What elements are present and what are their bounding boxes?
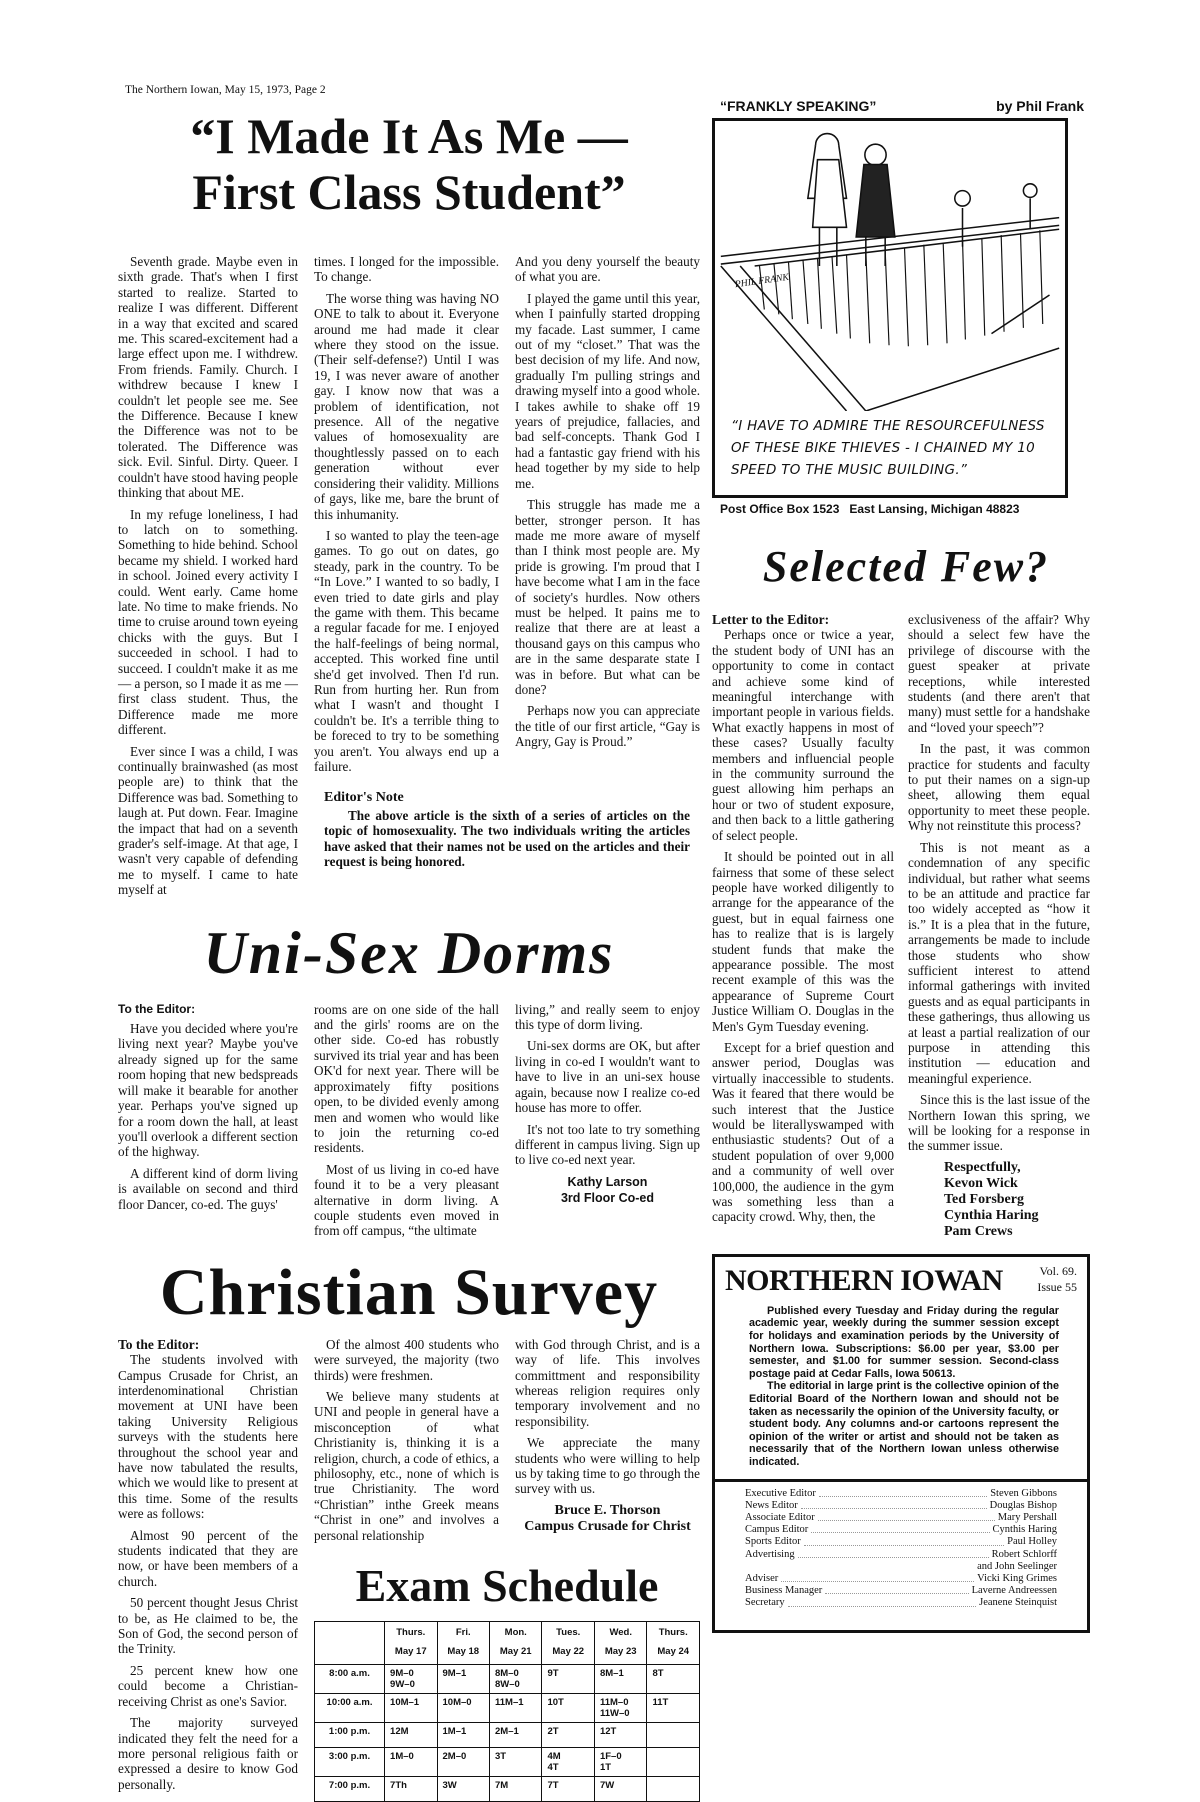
salutation: To the Editor: <box>118 1001 196 1016</box>
exam-cell: 7Th <box>385 1777 437 1802</box>
date-label: May 21 <box>499 1646 532 1658</box>
staff-name: Mary Pershall <box>997 1511 1057 1523</box>
staff-row <box>745 1597 1057 1609</box>
paragraph: We believe many students at UNI and people in general have a misconception of what Christianity is, thinking it is a religion, church, a code of ethics, a philosophy, etc., none of which is true Christianity. The word “Christian” inthe Greek means “Christ in one” and involves a personal relationship <box>314 1388 499 1543</box>
editors-note-text: The above article is the sixth of a series of articles on the topic of homosexuality. The two individuals writing the articles have asked that their names not be used on the articles and their request is being honored. <box>324 807 690 870</box>
cartoon-drawing <box>715 121 1065 411</box>
exam-cell: 8M–1 <box>594 1665 646 1694</box>
paragraph: I played the game until this year, when I painfully started dropping my facade. Last summer, I came out of my “closet.” That was the best decision of my life. And now, gradually I'm pulling strings and drawing myself into a good whole. I takes awhile to shake off 19 years of prejudice, fallacies, and bad self-concepts. Thank God I had a fantastic gay friend with his head together by my side to help me. <box>515 290 700 491</box>
staff-row <box>745 1536 1057 1548</box>
exam-cell: 3T <box>490 1748 542 1777</box>
dot-leader <box>745 1561 977 1573</box>
paragraph: living,” and really seem to enjoy this type of dorm living. <box>515 1001 700 1033</box>
time-cell: 10:00 a.m. <box>315 1694 385 1723</box>
day-label: Wed. <box>609 1627 632 1639</box>
paragraph: In the past, it was common practice for students and faculty to put their names on a sign-up sheet, allowing them equal opportunity to meet these people. Why not reinstitute this process? <box>908 741 1090 834</box>
folio: The Northern Iowan, May 15, 1973, Page 2 <box>125 84 326 96</box>
paragraph: It's not too late to try something different in campus living. Sign up to live co-ed next year. <box>515 1121 700 1168</box>
signoff-name: Pam Crews <box>944 1223 1013 1239</box>
cartoon-header <box>712 98 1090 118</box>
exam-cell: 9M–1 <box>437 1665 489 1694</box>
paragraph: It should be pointed out in all fairness that some of these select people have worked diligently to arrange for the appearance of the guest, but in equal fairness one has to realize that is is largely student funds that make the appearance possible. The most recent example of this was the appearance of Supreme Court Justice William O. Douglas in the Men's Gym Tuesday evening. <box>712 849 894 1034</box>
exam-cell: 2T <box>542 1723 594 1748</box>
selected-column <box>712 612 894 1231</box>
staff-name: Jeanene Steinquist <box>979 1597 1057 1609</box>
paragraph: Perhaps once or twice a year, the student body of UNI has an opportunity to come in contact and achieve some kind of meaningful interchange with important people in various fields. What exactly happens in most of these cases? Usually faculty members and influencial people in the community surround the guest allowing him perhaps an hour or two of student exposure, and then back to a little gathering of select people. <box>712 627 894 843</box>
staff-role: Campus Editor <box>745 1524 809 1536</box>
exam-cell: 2M–0 <box>437 1748 489 1777</box>
time-cell: 7:00 p.m. <box>315 1777 385 1802</box>
paragraph: rooms are on one side of the hall and the girls' rooms are on the other side. Co-ed has robustly survived its trial year and has been OK'd for next year. There will be approximately fifty positions open, to be divided evenly among men and women who would like to join the returning co-ed residents. <box>314 1001 499 1156</box>
right-page-column <box>712 98 1090 1633</box>
time-cell: 3:00 p.m. <box>315 1748 385 1777</box>
article-column <box>515 254 700 756</box>
christian-body <box>118 1337 700 1802</box>
exam-cell: 11T <box>647 1694 700 1723</box>
paragraph: times. I longed for the impossible. To change. <box>314 254 499 285</box>
signature-affiliation: 3rd Floor Co-ed <box>560 1190 655 1205</box>
christian-column-pair <box>314 1337 700 1549</box>
exam-cell <box>647 1777 700 1802</box>
editors-note <box>324 790 690 869</box>
christian-column <box>314 1337 499 1549</box>
table-row <box>315 1694 700 1723</box>
signoff-name: Kevon Wick <box>944 1175 1018 1191</box>
cartoon-address: Post Office Box 1523 East Lansing, Michigan 48823 <box>720 502 1020 516</box>
volume-issue <box>1037 1263 1077 1295</box>
paragraph: And you deny yourself the beauty of what you are. <box>515 254 700 285</box>
date-label: May 23 <box>604 1646 637 1658</box>
corner-cell <box>315 1622 385 1665</box>
christian-paragraphs <box>118 1352 298 1792</box>
staff-role: Executive Editor <box>745 1487 816 1499</box>
exam-cell: 10M–0 <box>437 1694 489 1723</box>
signoff-name: Ted Forsberg <box>944 1191 1024 1207</box>
paragraph: 25 percent knew how one could become a Christian-receiving Christ as one's Savior. <box>118 1662 298 1709</box>
masthead-body <box>749 1305 1059 1469</box>
signoff <box>944 1160 1090 1240</box>
signature-affiliation: Campus Crusade for Christ <box>524 1518 691 1534</box>
staff-name: Laverne Andreessen <box>971 1585 1057 1597</box>
selected-column <box>908 612 1090 1240</box>
paragraph: In my refuge loneliness, I had to latch on to something. Something to hide behind. School became my shield. I worked hard in school. Joined every activity I could. Went early. Came home late. No time to make friends. No time to cruise around town eyeing chicks with the guys. But I succeeded in school. I had to succeed. I couldn't make it as me — a person, so I made it as me — first class student. Thus, the Difference made me more different. <box>118 506 298 738</box>
cartoon-panel <box>712 118 1068 498</box>
paragraph: exclusiveness of the affair? Why should a select few have the privilege of discourse with the guest speaker at private receptions, while interested students (and there aren't that many) must settle for a handshake and “loved your speech”? <box>908 612 1090 735</box>
date-label: May 24 <box>657 1646 690 1658</box>
masthead-logo: NORTHERN IOWAN <box>725 1263 1003 1297</box>
date-label: May 17 <box>394 1646 427 1658</box>
exam-cell <box>647 1748 700 1777</box>
exam-cell: 4M 4T <box>542 1748 594 1777</box>
staff-role: Associate Editor <box>745 1511 815 1523</box>
time-cell: 1:00 p.m. <box>315 1723 385 1748</box>
christian-column <box>515 1337 700 1535</box>
left-page-column <box>118 84 700 1802</box>
masthead-header <box>725 1263 1077 1299</box>
day-label: Mon. <box>504 1627 527 1639</box>
dot-leader <box>804 1536 1004 1545</box>
salutation: Letter to the Editor: <box>712 612 830 627</box>
staff-row <box>745 1512 1057 1524</box>
exam-cell: 10T <box>542 1694 594 1723</box>
exam-cell: 10M–1 <box>385 1694 437 1723</box>
day-label: Thurs. <box>658 1627 688 1639</box>
cartoon-caption: “I HAVE TO ADMIRE THE RESOURCEFULNESS OF THESE BIKE THIEVES - I CHAINED MY 10 SPEED TO THE MUSIC BUILDING.” <box>731 418 1045 478</box>
paragraph: with God through Christ, and is a way of life. This involves committment and responsibility whereas religion requires only temporary involvement and no responsibility. <box>515 1336 700 1429</box>
article-right-columns <box>314 254 700 869</box>
exam-cell: 1F–0 1T <box>594 1748 646 1777</box>
paragraph: A different kind of dorm living is available on second and third floor Dancer, co-ed. The guys' <box>118 1165 298 1212</box>
staff-role: Secretary <box>745 1597 785 1609</box>
masthead-paragraph: Published every Tuesday and Friday during the regular academic year, weekly during the summer session except for holidays and examination periods by the University of Northern Iowa. Subscriptions: $6.00 per year, $3.00 per semester, and $1.00 for summer session. Second-class postage paid at Cedar Falls, Iowa 50613. <box>749 1304 1059 1380</box>
exam-cell: 12M <box>385 1723 437 1748</box>
table-row <box>315 1665 700 1694</box>
table-row <box>315 1723 700 1748</box>
exam-cell: 9T <box>542 1665 594 1694</box>
paragraph: Have you decided where you're living next year? Maybe you've already signed up for the same room hoping that new bedspreads will make it bearable for another year. Perhaps you've signed up for a room down the hall, at least you'll overlook a different section of the highway. <box>118 1021 298 1160</box>
article-column-pair <box>314 254 700 780</box>
staff-name: Steven Gibbons <box>990 1487 1057 1499</box>
masthead-box <box>712 1254 1090 1482</box>
christian-column <box>118 1337 298 1798</box>
dot-leader <box>811 1524 989 1533</box>
dot-leader <box>798 1549 989 1558</box>
column-header <box>385 1622 437 1665</box>
time-cell: 8:00 a.m. <box>315 1665 385 1694</box>
staff-row <box>745 1561 1057 1573</box>
article-headline <box>118 108 700 220</box>
exam-headline: Exam Schedule <box>355 1560 659 1612</box>
selected-paragraphs <box>712 627 894 1224</box>
signoff-line: Respectfully, <box>944 1159 1021 1175</box>
exam-cell <box>647 1723 700 1748</box>
exam-cell: 8M–0 8W–0 <box>490 1665 542 1694</box>
staff-row <box>745 1585 1057 1597</box>
signature-name: Kathy Larson <box>567 1174 648 1189</box>
exam-cell: 12T <box>594 1723 646 1748</box>
staff-row <box>745 1549 1057 1561</box>
article-body <box>118 254 700 904</box>
date-label: May 18 <box>447 1646 480 1658</box>
exam-cell: 8T <box>647 1665 700 1694</box>
staff-row <box>745 1524 1057 1536</box>
paragraph: Perhaps now you can appreciate the title of our first article, “Gay is Angry, Gay is Proud.” <box>515 703 700 750</box>
staff-role: Business Manager <box>745 1585 823 1597</box>
unisex-body <box>118 1002 700 1245</box>
table-row <box>315 1777 700 1802</box>
day-label: Fri. <box>455 1627 471 1639</box>
paragraph: I so wanted to play the teen-age games. To go out on dates, go steady, park in the country. To be “In Love.” I wanted to so badly, I even tried to date girls and play the game with them. This became a regular facade for me. I enjoyed the half-feelings of being normal, accepted. This worked fine until she'd get involved. Then I'd run. Run from hurting her. Run from what I wasn't and thought I couldn't be. It's a terrible thing to be foreced to try to be something you aren't. You always end up a failure. <box>314 527 499 774</box>
staff-name: Vicki King Grimes <box>977 1572 1057 1584</box>
selected-body <box>712 612 1090 1240</box>
column-header <box>594 1622 646 1665</box>
unisex-column <box>118 1002 298 1218</box>
cartoon-signature: PHIL FRANK <box>734 271 790 291</box>
column-header <box>647 1622 700 1665</box>
unisex-column <box>314 1002 499 1245</box>
exam-cell: 7T <box>542 1777 594 1802</box>
paragraph: Uni-sex dorms are OK, but after living in co-ed I wouldn't want to have to live in an uni-sex house again, because now I realize co-ed house has more to offer. <box>515 1038 700 1116</box>
staff-name: Paul Holley <box>1007 1536 1057 1548</box>
exam-cell: 3W <box>437 1777 489 1802</box>
selected-headline: Selected Few? <box>762 542 1050 591</box>
article-column <box>314 254 499 780</box>
selected-paragraphs <box>908 612 1090 1154</box>
cartoon-title: “FRANKLY SPEAKING” <box>720 98 877 114</box>
column-header <box>542 1622 594 1665</box>
paragraph: 50 percent thought Jesus Christ to be, as He claimed to be, the Son of God, the second person of the Trinity. <box>118 1595 298 1657</box>
staff-name: Robert Schlorff <box>991 1548 1057 1560</box>
staff-role: Adviser <box>745 1572 779 1584</box>
signoff-name: Cynthia Haring <box>944 1207 1039 1223</box>
issue-number: Issue 55 <box>1037 1279 1077 1294</box>
exam-cell: 1M–1 <box>437 1723 489 1748</box>
paragraph: Of the almost 400 students who were surveyed, the majority (two thirds) were freshmen. <box>314 1336 499 1383</box>
christian-paragraphs <box>515 1337 700 1497</box>
staff-name: Cynthis Haring <box>992 1524 1057 1536</box>
unisex-paragraphs <box>515 1002 700 1168</box>
staff-name: and John Seelinger <box>977 1560 1057 1572</box>
column-header <box>490 1622 542 1665</box>
paragraph: Except for a brief question and answer period, Douglas was virtually inaccessible to students. Was it feared that there would be such interest that the Justice would be literallyswamped with enthusiastic students? Out of a student population of over 9,000 and a community of well over 100,000, the audience in the gym was something less than a capacity crowd. Why, then, the <box>712 1039 894 1225</box>
day-label: Thurs. <box>396 1627 426 1639</box>
unisex-paragraphs <box>118 1021 298 1212</box>
paragraph: Ever since I was a child, I was continually brainwashed (as most people are) to think that the Difference was bad. Something to laugh at. Put down. Fear. Imagine the impact that had on a seventh grader's self-image. At that age, I wasn't very capable of defending me to myself. I came to hate myself at <box>118 743 298 898</box>
paragraph: The majority surveyed indicated they felt the need for a more personal religious faith or expressed a desire to know God personally. <box>118 1715 298 1792</box>
exam-cell: 11M–0 11W–0 <box>594 1694 646 1723</box>
dot-leader <box>801 1500 987 1509</box>
masthead-paragraph: The editorial in large print is the collective opinion of the Editorial Board of the Northern Iowan and should not be taken as necessarily the opinion of the University faculty, or student body. Any columns and-or cartoons represent the opinion of the writer or artist and should not be taken as necessarily that of the Northern Iowan unless otherwise indicated. <box>749 1380 1059 1468</box>
cartoon-byline: by Phil Frank <box>996 98 1084 114</box>
staff-box <box>712 1482 1090 1633</box>
day-label: Tues. <box>556 1627 581 1639</box>
exam-cell: 9M–0 9W–0 <box>385 1665 437 1694</box>
paragraph: Most of us living in co-ed have found it to be a very pleasant alternative in dorm living. A couple students even moved in from off campus, “the ultimate <box>314 1161 499 1239</box>
dot-leader <box>819 1488 987 1497</box>
exam-cell: 11M–1 <box>490 1694 542 1723</box>
volume-number: Vol. 69. <box>1039 1263 1077 1278</box>
paragraph: The students involved with Campus Crusade for Christ, an interdenominational Christian movement at UNI have been taking University Religious surveys with the students here throughout the school year and have now tabulated the results, which we would like to present at this time. Some of the results were as follows: <box>118 1352 298 1522</box>
dot-leader <box>825 1585 968 1594</box>
paragraph: Seventh grade. Maybe even in sixth grade. That's when I first started to realize. Started to realize I was different. Different in a way that excited and scared me. This scared-excitement had a large effect upon me. I withdrew. From friends. Family. Church. I withdrew because I knew I couldn't let people see me. See the Difference. Because I knew the Difference was not to be tolerated. The Difference was sick. Evil. Sinful. Dirty. Queer. I couldn't have stood having people thinking that about ME. <box>118 254 298 501</box>
exam-cell: 7W <box>594 1777 646 1802</box>
date-label: May 22 <box>552 1646 585 1658</box>
paragraph: This is not meant as a condemnation of any specific individual, but rather what seems to be an attitude and practice far too widely accepted as “how it is.” It is a plea that in the future, arrangements be made to include those students who show sufficient interest to attend informal gatherings with invited guests and as equal participants in these gatherings, thus allowing us at least a partial realization of our purpose in attending this institution — education and meaningful experience. <box>908 839 1090 1086</box>
exam-cell: 7M <box>490 1777 542 1802</box>
christian-headline: Christian Survey <box>159 1255 659 1329</box>
editors-note-title: Editor's Note <box>324 790 404 806</box>
paragraph: Almost 90 percent of the students indicated that they are now, or have been members of a church. <box>118 1527 298 1589</box>
table-row <box>315 1748 700 1777</box>
staff-row <box>745 1573 1057 1585</box>
salutation: To the Editor: <box>118 1336 200 1352</box>
headline-line: First Class Student” <box>192 164 626 220</box>
headline-line: “I Made It As Me — <box>190 108 628 164</box>
exam-schedule-table <box>314 1621 700 1802</box>
staff-name: Douglas Bishop <box>989 1499 1057 1511</box>
paragraph: Since this is the last issue of the Northern Iowan this spring, we will be looking for a response in the summer issue. <box>908 1092 1090 1154</box>
exam-cell: 1M–0 <box>385 1748 437 1777</box>
dot-leader <box>818 1512 995 1521</box>
signature-name: Bruce E. Thorson <box>554 1502 661 1518</box>
staff-list <box>745 1488 1057 1610</box>
paragraph: This struggle has made me a better, stronger person. It has made me more aware of myself than I think most people are. My pride is growing. I'm proud that I have become what I am in the face of society's hurdles. Now others must be helped. It pains me to realize that there are at least a thousand gays on this campus who are in the same desparate state I was in before. But what can be done? <box>515 497 700 697</box>
dot-leader <box>788 1597 976 1606</box>
dot-leader <box>781 1573 974 1582</box>
staff-row <box>745 1488 1057 1500</box>
unisex-column <box>515 1002 700 1206</box>
article-column <box>118 254 298 904</box>
exam-cell: 2M–1 <box>490 1723 542 1748</box>
staff-role: Sports Editor <box>745 1536 801 1548</box>
column-header <box>437 1622 489 1665</box>
paragraph: We appreciate the many students who were willing to help us by taking time to go through the survey with us. <box>515 1435 700 1497</box>
staff-role: Advertising <box>745 1548 795 1560</box>
paragraph: The worse thing was having NO ONE to talk to about it. Everyone around me had made it clear where they stood on the issue. (Their self-defense?) Until I was 19, I was never aware of another gay. I know now that was a problem of identification, not presence. All of the negative values of homosexuality are thoughtlessly passed on to each generation without ever considering their validity. Millions of gays, like me, bare the brunt of this inhumanity. <box>314 290 499 522</box>
unisex-headline: Uni-Sex Dorms <box>203 919 615 986</box>
christian-right-columns <box>314 1337 700 1802</box>
staff-role: News Editor <box>745 1499 798 1511</box>
staff-row <box>745 1500 1057 1512</box>
header-row <box>315 1622 700 1665</box>
